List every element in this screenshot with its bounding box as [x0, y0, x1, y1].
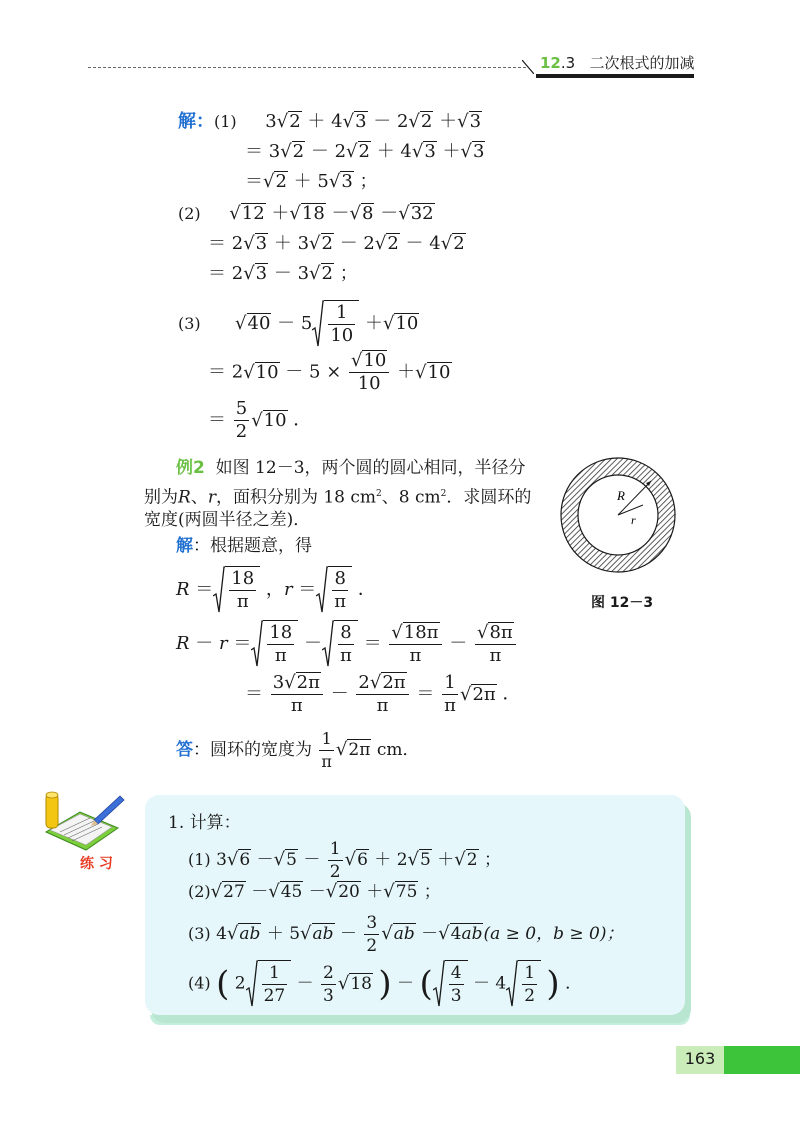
page-number: 163 [684, 1049, 716, 1068]
page-number-bar [724, 1046, 800, 1074]
section-name: 二次根式的加减 [589, 54, 695, 72]
notebook-pencil-icon [36, 790, 126, 860]
solution-2-line-1: (2) √12 ＋√18 －√8 －√32 [178, 203, 434, 224]
figure-caption: 图 12－3 [591, 595, 654, 611]
solution-2-line-3: ＝ 2√3 － 3√2 ； [208, 263, 358, 284]
solution-3-line-2: ＝ 2√10 － 5 × $\frac{√10}{10}$ ＋√10 [208, 350, 451, 394]
header-rule [88, 67, 526, 68]
label-R: R [617, 488, 625, 503]
solution-1-line-2: ＝ 3√2 － 2√2 ＋ 4√3 ＋√3 [245, 141, 485, 162]
solution-1-line-3: ＝√2 ＋ 5√3 ； [245, 171, 378, 192]
practice-item-3: (3) 4√ab ＋ 5√ab － $\frac{3}{2}$ √ab －√4ab(a ≥ 0，b ≥ 0)； [188, 913, 624, 956]
header-bar [536, 74, 694, 78]
example-2-solution-intro: 解：根据题意，得 [176, 536, 312, 556]
practice-item-4: (4) ( 2 $\frac{1}{27}$ － $\frac{2}{3}$ √18 ) － ( $\frac{4}{3}$ － 4 $\frac{1}{2}$ ) ． [188, 960, 582, 1008]
example-2-line-3: 宽度(两圆半径之差)． [144, 510, 311, 530]
solution-1-line-1: 解：(1) 3√2 ＋ 4√3 － 2√2 ＋√3 [178, 111, 482, 132]
practice-item-1: (1) 3√6 －√5 － $\frac{1}{2}$ √6 ＋ 2√5 ＋√2 ； [188, 839, 501, 882]
solution-2-line-2: ＝ 2√3 ＋ 3√2 － 2√2 － 4√2 [208, 233, 465, 254]
annulus-figure [558, 455, 678, 575]
practice-box-shadow [150, 1015, 690, 1025]
practice-item-2: (2)√27 －√45 －√20 ＋√75 ； [188, 881, 441, 902]
practice-label: 练 习 [80, 856, 113, 872]
example-2-line-1: 例2 如图 12－3，两个圆的圆心相同，半径分 [176, 458, 526, 478]
header-slant [522, 60, 534, 74]
radius-expression: R ＝ $\frac{18}{\pi}$ ，r ＝ $\frac{8}{\pi}$ ． [176, 568, 376, 612]
solution-label: 解 [178, 111, 196, 132]
section-number: 12 [540, 54, 561, 72]
label-r: r [631, 513, 636, 527]
section-title: 12.3 二次根式的加减 [540, 54, 695, 72]
example-label: 例2 [176, 458, 205, 478]
answer-line: 答：圆环的宽度为 $\frac{1}{\pi}$ √2π cm． [176, 729, 420, 771]
example-2-line-2: 别为R、r，面积分别为 18 $cm^2$、8 $cm^2$．求圆环的 [144, 487, 532, 508]
practice-q1: 1. 计算： [168, 813, 241, 833]
solution-3-line-1: (3) √40 － 5 $\frac{1}{10}$ ＋√10 [178, 302, 419, 346]
difference-line-2: ＝ $\frac{3√2\pi}{\pi}$ － $\frac{2√2\pi}{\pi}$ ＝ $\frac{1}{\pi}$ √2π ． [245, 672, 521, 716]
solution-3-line-3: ＝ $\frac{5}{2}$ √10 ． [208, 398, 312, 442]
difference-line-1: R － r ＝ $\frac{18}{\pi}$ － $\frac{8}{\pi}$ ＝ $\frac{√18\pi}{\pi}$ － $\frac{√8\pi}{\pi}$ [176, 620, 518, 668]
